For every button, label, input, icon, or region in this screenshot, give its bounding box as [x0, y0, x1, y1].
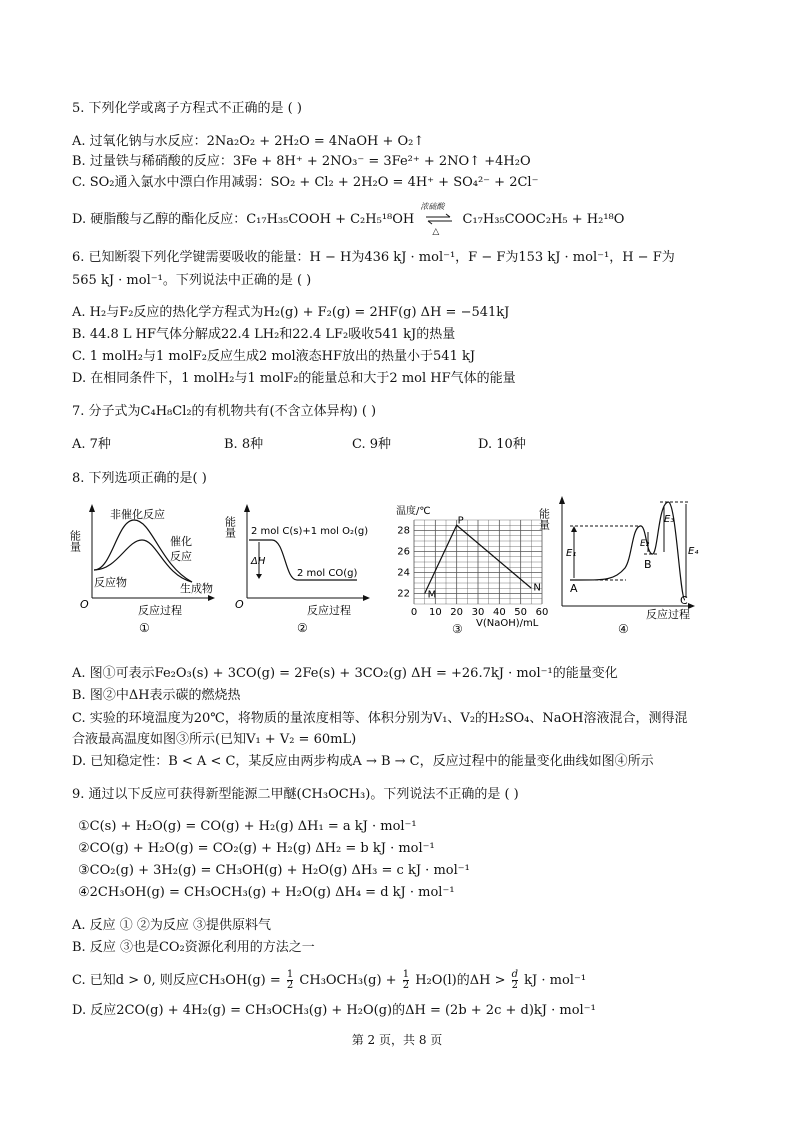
- frac3-den: 2: [511, 980, 518, 991]
- fig2-number: ②: [297, 621, 308, 635]
- fig3-xtick: 40: [492, 607, 506, 618]
- fig2-top-label: 2 mol C(s)+1 mol O₂(g): [251, 526, 369, 537]
- reversible-arrow-icon: [424, 214, 454, 224]
- energy-diagram-carbon: [223, 490, 372, 640]
- fig3-xtick: 60: [535, 607, 549, 618]
- fig2-xlabel: 反应过程: [307, 604, 351, 617]
- q8-option-b: B. 图②中ΔH表示碳的燃烧热: [72, 688, 241, 703]
- fig4-e4: E₄: [688, 546, 699, 557]
- fig1-label-cat2: 反应: [170, 550, 192, 563]
- q9-c-mid2: H₂O(l)的ΔH >: [415, 973, 506, 988]
- q5-d-reactants: D. 硬脂酸与乙醇的酯化反应：C₁₇H₃₅COOH + C₂H₅¹⁸OH: [72, 212, 415, 227]
- fig4-e1: E₁: [566, 548, 577, 559]
- fig3-ytick: 22: [397, 588, 410, 600]
- q9-option-a: A. 反应 ① ②为反应 ③提供原料气: [72, 918, 272, 933]
- fig2-ylabel: 能量: [223, 516, 237, 538]
- figure-3: [392, 500, 562, 644]
- temperature-chart: [392, 500, 562, 640]
- fig3-ytick: 28: [397, 525, 410, 537]
- fig3-ytick: 26: [397, 546, 410, 558]
- fig3-number: ③: [452, 622, 463, 636]
- fig1-ylabel: 能量: [68, 530, 82, 552]
- fig2-bottom-label: 2 mol CO(g): [297, 568, 358, 579]
- heat-symbol: △: [432, 227, 440, 237]
- q6-option-b: B. 44.8 L HF气体分解成22.4 LH₂和22.4 LF₂吸收541 kJ的热量: [72, 327, 456, 342]
- fig1-origin: O: [80, 598, 89, 611]
- q7-option-c: C. 9种: [352, 437, 392, 452]
- fig4-e3: E₃: [664, 514, 675, 525]
- q5-option-d: [72, 202, 625, 237]
- fig1-label-reactants: 反应物: [94, 576, 127, 589]
- energy-profile-catalysis: [68, 490, 217, 640]
- fig3-xtick: 10: [428, 607, 442, 618]
- q9-option-d: D. 反应2CO(g) + 4H₂(g) = CH₃OCH₃(g) + H₂O(g)的ΔH = (2b + 2c + d)kJ · mol⁻¹: [72, 1003, 596, 1018]
- q5-stem: 5. 下列化学或离子方程式不正确的是 ( ): [72, 101, 302, 116]
- figure-1: [68, 490, 217, 644]
- fraction-d-over-2: [512, 970, 518, 991]
- two-step-energy-profile: [537, 488, 710, 638]
- q5-option-c: C. SO₂通入氯水中漂白作用减弱：SO₂ + Cl₂ + 2H₂O = 4H⁺ + SO₄²⁻ + 2Cl⁻: [72, 175, 539, 190]
- fig3-xtick: 20: [450, 607, 464, 618]
- fig3-ytick: 24: [397, 567, 410, 579]
- fig3-point-p: P: [457, 515, 464, 527]
- fig3-xtick: 30: [471, 607, 485, 618]
- q5-option-b: B. 过量铁与稀硝酸的反应：3Fe + 8H⁺ + 2NO₃⁻ = 3Fe²⁺ + 2NO↑ +4H₂O: [72, 154, 531, 169]
- q6-stem-1: 6. 已知断裂下列化学键需要吸收的能量：H − H为436 kJ · mol⁻¹，F − F为153 kJ · mol⁻¹，H − F为: [72, 250, 675, 265]
- fig3-xtick: 50: [514, 607, 528, 618]
- q9-c-suffix: kJ · mol⁻¹: [524, 973, 587, 988]
- q8-option-c-1: C. 实验的环境温度为20℃，将物质的量浓度相等、体积分别为V₁、V₂的H₂SO₄、NaOH溶液混合，测得混: [72, 711, 688, 726]
- q9-reaction-2: ②CO(g) + H₂O(g) = CO₂(g) + H₂(g) ΔH₂ = b kJ · mol⁻¹: [78, 841, 435, 856]
- fig4-point-a: A: [570, 582, 578, 595]
- fig1-label-products: 生成物: [180, 582, 213, 595]
- q8-option-c-2: 合液最高温度如图③所示(已知V₁ + V₂ = 60mL): [72, 732, 357, 747]
- fig2-origin: O: [235, 598, 244, 611]
- fig1-label-uncatalyzed: 非催化反应: [110, 508, 165, 521]
- fig3-ylabel: 温度/℃: [396, 506, 431, 517]
- q6-stem-2: 565 kJ · mol⁻¹。下列说法中正确的是 ( ): [72, 273, 312, 288]
- q9-c-mid: CH₃OCH₃(g) +: [299, 973, 397, 988]
- fig3-point-m: M: [427, 589, 437, 601]
- fig4-xlabel: 反应过程: [646, 608, 690, 621]
- q9-c-prefix: C. 已知d > 0, 则反应CH₃OH(g) =: [72, 973, 281, 988]
- q7-option-a: A. 7种: [72, 437, 111, 452]
- fig3-point-n: N: [533, 582, 541, 594]
- figure-2: [223, 490, 372, 644]
- q8-option-a: A. 图①可表示Fe₂O₃(s) + 3CO(g) = 2Fe(s) + 3CO₂(g) ΔH = +26.7kJ · mol⁻¹的能量变化: [72, 666, 618, 681]
- fig3-xtick: 0: [410, 607, 418, 618]
- q6-option-c: C. 1 molH₂与1 molF₂反应生成2 mol液态HF放出的热量小于541 kJ: [72, 349, 476, 364]
- q7-option-b: B. 8种: [224, 437, 264, 452]
- q9-option-c: [72, 970, 586, 991]
- q9-reaction-3: ③CO₂(g) + 3H₂(g) = CH₃OH(g) + H₂O(g) ΔH₃ = c kJ · mol⁻¹: [78, 863, 470, 878]
- equilibrium-arrow: [418, 202, 458, 237]
- fig4-number: ④: [618, 622, 629, 636]
- fig1-number: ①: [139, 621, 150, 635]
- fig1-label-cat1: 催化: [170, 535, 192, 548]
- catalyst-label: 浓硫酸: [420, 202, 445, 211]
- frac1-den: 2: [286, 980, 294, 991]
- q6-option-d: D. 在相同条件下，1 molH₂与1 molF₂的能量总和大于2 mol HF气体的能量: [72, 371, 516, 386]
- q9-reaction-1: ①C(s) + H₂O(g) = CO(g) + H₂(g) ΔH₁ = a kJ · mol⁻¹: [78, 819, 417, 834]
- page-footer: 第 2 页，共 8 页: [351, 1033, 443, 1047]
- fig2-dh-label: ΔH: [251, 556, 266, 567]
- figure-4: [537, 488, 710, 642]
- fig4-ylabel: 能量: [537, 508, 551, 530]
- q5-d-products: C₁₇H₃₅COOC₂H₅ + H₂¹⁸O: [462, 212, 625, 227]
- fig3-xlabel: V(NaOH)/mL: [476, 618, 539, 629]
- fig4-e2: E₂: [640, 539, 650, 549]
- fig1-xlabel: 反应过程: [138, 604, 182, 617]
- q8-option-d: D. 已知稳定性：B < A < C，某反应由两步构成A → B → C，反应过程中的能量变化曲线如图④所示: [72, 754, 654, 769]
- fraction-half-2: [403, 970, 409, 991]
- q5-option-a: A. 过氧化钠与水反应：2Na₂O₂ + 2H₂O = 4NaOH + O₂↑: [72, 134, 425, 149]
- q9-reaction-4: ④2CH₃OH(g) = CH₃OCH₃(g) + H₂O(g) ΔH₄ = d kJ · mol⁻¹: [78, 885, 455, 900]
- q8-stem: 8. 下列选项正确的是( ): [72, 471, 207, 486]
- q6-option-a: A. H₂与F₂反应的热化学方程式为H₂(g) + F₂(g) = 2HF(g) ΔH = −541kJ: [72, 305, 510, 320]
- fraction-half-1: [287, 970, 293, 991]
- q7-option-d: D. 10种: [478, 437, 526, 452]
- frac2-num: 1: [402, 969, 410, 980]
- q9-stem: 9. 通过以下反应可获得新型能源二甲醚(CH₃OCH₃)。下列说法不正确的是 ( ): [72, 787, 519, 802]
- frac3-num: d: [511, 969, 519, 980]
- q9-option-b: B. 反应 ③也是CO₂资源化利用的方法之一: [72, 940, 315, 955]
- frac1-num: 1: [286, 969, 294, 980]
- fig4-point-c: C: [680, 594, 688, 607]
- fig4-point-b: B: [644, 558, 652, 571]
- q7-stem: 7. 分子式为C₄H₈Cl₂的有机物共有(不含立体异构) ( ): [72, 404, 377, 419]
- frac2-den: 2: [402, 980, 410, 991]
